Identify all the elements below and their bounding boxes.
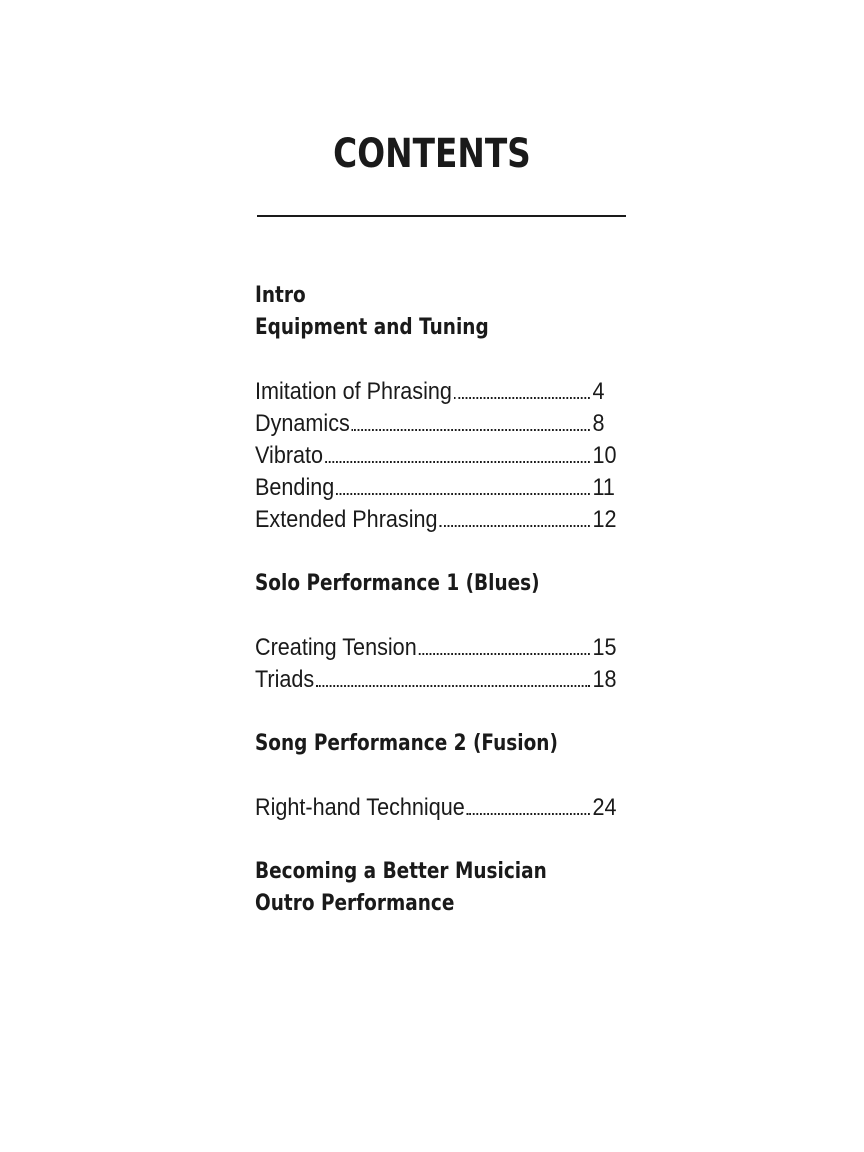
toc-entry-page: 12 (592, 506, 617, 533)
toc-heading-better-musician[interactable]: Becoming a Better Musician (255, 859, 547, 884)
toc-entry-label: Creating Tension (255, 634, 417, 661)
dot-leader (454, 397, 590, 399)
dot-leader (467, 813, 590, 815)
toc-entry[interactable] (255, 664, 618, 696)
toc-entry-label: Right-hand Technique (255, 794, 465, 821)
toc-entry-page: 4 (592, 378, 605, 405)
dot-leader (352, 429, 590, 431)
dot-leader (325, 461, 590, 463)
toc-heading-intro[interactable]: Intro (255, 283, 306, 308)
spacer (255, 824, 625, 856)
toc-entry-page: 10 (592, 442, 617, 469)
spacer (255, 344, 625, 376)
toc-entry-label: Triads (255, 666, 315, 693)
toc-entry[interactable] (255, 792, 618, 824)
toc-entry[interactable] (255, 504, 618, 536)
toc-entry[interactable] (255, 376, 618, 408)
toc-entry-label: Imitation of Phrasing (255, 378, 452, 405)
toc-heading-song-performance[interactable]: Song Performance 2 (Fusion) (255, 731, 558, 756)
toc-entry-page: 8 (592, 410, 605, 437)
toc-entry-label: Vibrato (255, 442, 324, 469)
title-divider (257, 215, 626, 217)
toc-entry-page: 24 (592, 794, 617, 821)
toc-entry-page: 18 (592, 666, 617, 693)
dot-leader (419, 653, 590, 655)
spacer (255, 600, 625, 632)
dot-leader (316, 685, 590, 687)
dot-leader (439, 525, 589, 527)
toc-heading-outro-performance[interactable]: Outro Performance (255, 891, 455, 916)
toc-heading-equipment-tuning[interactable]: Equipment and Tuning (255, 315, 489, 340)
spacer (255, 696, 625, 728)
spacer (255, 536, 625, 568)
table-of-contents (255, 280, 625, 920)
toc-entry-page: 15 (592, 634, 617, 661)
toc-entry-label: Bending (255, 474, 335, 501)
toc-entry[interactable] (255, 408, 618, 440)
page-title: CONTENTS (333, 131, 531, 177)
spacer (255, 760, 625, 792)
toc-heading-solo-performance[interactable]: Solo Performance 1 (Blues) (255, 571, 540, 596)
toc-entry[interactable] (255, 440, 618, 472)
toc-entry-page: 11 (592, 474, 615, 501)
toc-entry[interactable] (255, 472, 618, 504)
dot-leader (336, 493, 590, 495)
toc-entry[interactable] (255, 632, 618, 664)
toc-entry-label: Extended Phrasing (255, 506, 438, 533)
toc-entry-label: Dynamics (255, 410, 350, 437)
